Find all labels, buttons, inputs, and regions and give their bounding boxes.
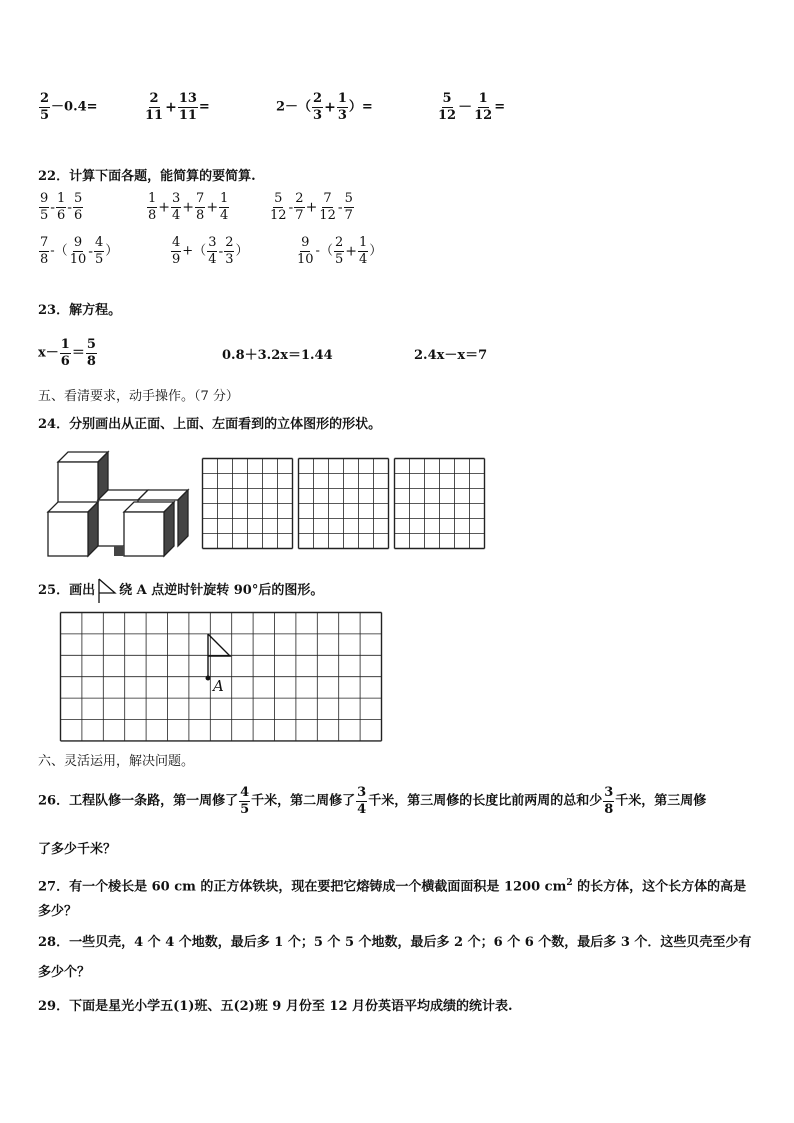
- row1-item-3: 2－（ $\frac{2}{3}$ + $\frac{1}{3}$ ）=: [276, 91, 373, 123]
- fraction: $\frac{2}{3}$: [313, 91, 323, 123]
- q29-text: 29．下面是星光小学五(1)班、五(2)班 9 月份至 12 月份英语平均成绩的统计表.: [38, 999, 513, 1014]
- q23-equation-3: 2.4x－x＝7: [414, 348, 488, 363]
- q23-equation-2: 0.8＋3.2x＝1.44: [222, 348, 333, 363]
- q23-equation-1: x－ $\frac{1}{6}$ ＝ $\frac{5}{8}$: [38, 337, 96, 369]
- q23-title: 23．解方程。: [38, 303, 122, 318]
- row1-item-1: $\frac{2}{5}$ －0.4=: [40, 91, 98, 123]
- q26-text-line2: 了多少千米？: [38, 842, 117, 857]
- point-a-label: A: [213, 677, 224, 695]
- q27-text: 27．有一个棱长是 60 cm 的正方体铁块，现在要把它熔铸成一个横截面面积是 1200 $cm^2$ 的长方体，这个长方体的高是: [38, 878, 747, 895]
- q22-expr-2: $\frac{1}{8}$ + $\frac{3}{4}$ + $\frac{7}{8}$ + $\frac{1}{4}$: [148, 191, 229, 223]
- q22-title: 22．计算下面各题，能简算的要简算.: [38, 169, 256, 184]
- fraction: $\frac{1}{12}$: [474, 91, 493, 123]
- section-5-title: 五、看清要求，动手操作。（7 分）: [38, 389, 239, 404]
- fraction: $\frac{1}{3}$: [337, 91, 347, 123]
- answer-grid-front[interactable]: [202, 458, 294, 548]
- q22-expr-6: $\frac{9}{10}$ -（ $\frac{2}{5}$ + $\frac{1}{4}$ ）: [297, 235, 383, 267]
- fraction: $\frac{5}{12}$: [438, 91, 457, 123]
- q27-text-line2: 多少？: [38, 904, 78, 919]
- flag-shape-icon: [95, 577, 119, 605]
- q24-title: 24．分别画出从正面、上面、左面看到的立体图形的形状。: [38, 417, 382, 432]
- q28-text-line2: 多少个？: [38, 965, 91, 980]
- fraction: $\frac{13}{11}$: [178, 91, 197, 123]
- fraction: $\frac{2}{11}$: [145, 91, 164, 123]
- answer-grid-top[interactable]: [298, 458, 390, 548]
- answer-grid-left[interactable]: [394, 458, 486, 548]
- section-6-title: 六、灵活运用，解决问题。: [38, 754, 195, 769]
- row1-item-2: $\frac{2}{11}$ + $\frac{13}{11}$ =: [145, 91, 210, 123]
- q25-prompt: 25．画出 绕 A 点逆时针旋转 90°后的图形。: [38, 577, 323, 605]
- q26-text: 26．工程队修一条路，第一周修了 $\frac{4}{5}$ 千米，第二周修了 $\frac{3}{4}$ 千米，第三周修的长度比前两周的总和少 $\frac{3}{8}$ 千米，第三周修: [38, 785, 707, 817]
- row1-item-4: $\frac{5}{12}$ － $\frac{1}{12}$ =: [438, 91, 506, 123]
- q22-expr-3: $\frac{5}{12}$ - $\frac{2}{7}$ + $\frac{7}{12}$ - $\frac{5}{7}$: [270, 191, 353, 223]
- q22-expr-5: $\frac{4}{9}$ +（ $\frac{3}{4}$ - $\frac{2}{3}$ ）: [172, 235, 249, 267]
- fraction: $\frac{2}{5}$: [40, 91, 50, 123]
- q22-expr-4: $\frac{7}{8}$ -（ $\frac{9}{10}$ - $\frac{4}{5}$ ）: [40, 235, 119, 267]
- q22-expr-1: $\frac{9}{5}$ - $\frac{1}{6}$ - $\frac{5}{6}$: [40, 191, 83, 223]
- point-a-dot: [206, 676, 211, 681]
- q28-text: 28．一些贝壳，4 个 4 个地数，最后多 1 个；5 个 5 个地数，最后多 2 个；6 个 6 个数，最后多 3 个．这些贝壳至少有: [38, 935, 752, 950]
- cube-figure: [44, 450, 194, 560]
